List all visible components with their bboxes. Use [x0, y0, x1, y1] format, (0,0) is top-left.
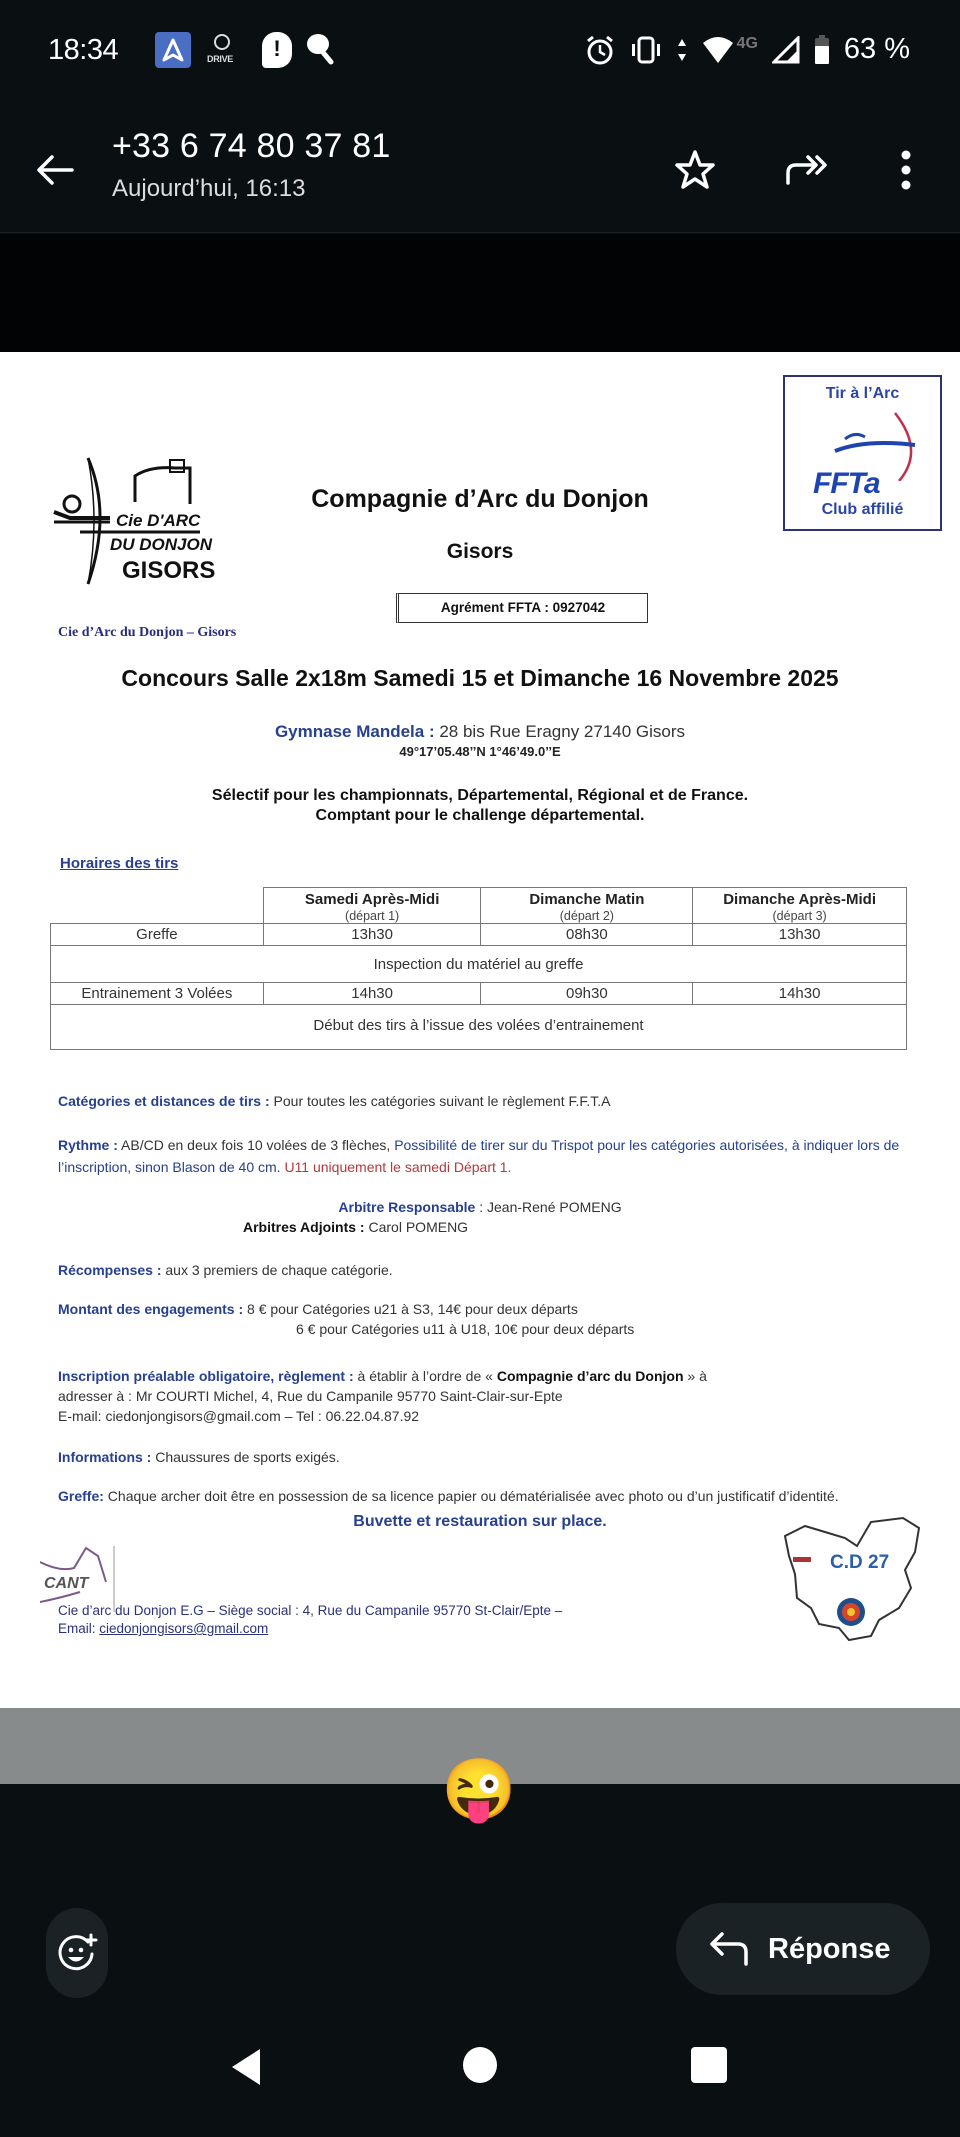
inscription-paragraph: Inscription préalable obligatoire, règlement : à établir à l’ordre de « Compagnie d’arc du Donjon » à adresser à : Mr COURTI Michel, 4, Rue du Campanile 95770 Saint-Clair-sur-Epte E-mail: ciedonjongisors@gmail.com – Tel : 06.22.04.87.92	[58, 1368, 707, 1424]
schedule-heading: Horaires des tirs	[60, 855, 179, 872]
club-logo	[50, 454, 220, 590]
table-cell: 13h30	[263, 924, 481, 946]
informations-paragraph: Informations : Chaussures de sports exigés.	[58, 1449, 340, 1465]
svg-text:C.D 27: C.D 27	[830, 1552, 890, 1573]
data-transfer-icon	[677, 37, 687, 63]
club-subtitle: Cie d’Arc du Donjon – Gisors	[58, 625, 237, 640]
greffe-note: Greffe: Chaque archer doit être en possession de sa licence papier ou dématérialisée avec photo ou d’un justificatif d’identité.	[58, 1488, 839, 1504]
table-cell: Inspection du matériel au greffe	[51, 946, 907, 983]
back-button[interactable]	[28, 143, 82, 197]
more-vert-icon	[886, 147, 926, 193]
app-bar	[0, 105, 960, 233]
venue-line: Gymnase Mandela : 28 bis Rue Eragny 27140 Gisors	[274, 722, 686, 741]
svg-text:Cie D'ARC: Cie D'ARC	[116, 511, 201, 530]
row-label: Entrainement 3 Volées	[51, 983, 264, 1005]
venue-coordinates: 49°17’05.48’’N 1°46’49.0’’E	[399, 744, 561, 759]
nav-back-button[interactable]	[228, 2047, 264, 2087]
triangle-back-icon	[228, 2047, 264, 2087]
message-reaction-emoji[interactable]: 😜	[441, 1756, 517, 1823]
battery-icon	[814, 35, 830, 65]
ffta-agrement-label: Agrément FFTA : 0927042	[396, 593, 648, 623]
row-label: Greffe	[51, 924, 264, 946]
cd27-logo	[775, 1512, 925, 1652]
table-row	[51, 983, 907, 1005]
network-type: 4G	[736, 34, 758, 52]
alert-notification-icon: !	[262, 32, 292, 68]
wifi-icon	[701, 35, 735, 65]
table-header-row	[51, 888, 907, 924]
status-indicators	[585, 33, 910, 66]
svg-text:DU DONJON: DU DONJON	[110, 535, 213, 554]
reply-arrow-icon	[708, 1930, 754, 1968]
rythme-paragraph: Rythme : AB/CD en deux fois 10 volées de 3 flèches, Possibilité de tirer sur du Trispot pour les catégories autorisées, à indiquer lors de l’inscription, sinon Blason de 40 cm. U11 uniquement le samedi Départ 1.	[58, 1137, 900, 1175]
forward-icon	[782, 147, 832, 193]
event-title: Concours Salle 2x18m Samedi 15 et Dimanche 16 Novembre 2025	[121, 665, 839, 691]
column-header: Dimanche Après-Midi (départ 3)	[693, 888, 907, 924]
organization-city: Gisors	[446, 540, 514, 563]
status-time: 18:34	[48, 34, 119, 66]
recompenses-paragraph: Récompenses : aux 3 premiers de chaque catégorie.	[58, 1262, 393, 1278]
table-cell: 14h30	[263, 983, 481, 1005]
reply-label: Réponse	[768, 1932, 891, 1965]
schedule-table	[50, 887, 907, 1050]
star-icon	[672, 147, 718, 193]
table-row	[51, 1005, 907, 1050]
table-row	[51, 924, 907, 946]
add-reaction-button[interactable]	[46, 1908, 108, 1998]
arrow-left-icon	[28, 143, 82, 197]
forward-button[interactable]	[782, 147, 828, 193]
pin-notification-icon	[305, 32, 339, 68]
battery-percent: 63 %	[843, 33, 910, 65]
message-timestamp: Aujourd’hui, 16:13	[112, 175, 306, 202]
vibrate-icon	[629, 36, 663, 64]
footer-email-link[interactable]: ciedonjongisors@gmail.com	[99, 1621, 269, 1636]
column-header: Samedi Après-Midi (départ 1)	[263, 888, 481, 924]
categories-paragraph: Catégories et distances de tirs : Pour toutes les catégories suivant le règlement F.F.T.A	[58, 1093, 611, 1109]
table-cell: 08h30	[481, 924, 693, 946]
star-button[interactable]	[672, 147, 718, 193]
attached-image-flyer[interactable]	[0, 352, 960, 1708]
arbitre-responsable: Arbitre Responsable : Jean-René POMENG	[338, 1199, 622, 1215]
arbitres-adjoints: Arbitres Adjoints : Carol POMENG	[243, 1219, 469, 1235]
nav-home-button[interactable]	[463, 2047, 497, 2083]
signal-icon	[772, 36, 800, 64]
svg-text:GISORS: GISORS	[122, 557, 216, 584]
add-emoji-icon	[57, 1933, 99, 1975]
table-row	[51, 946, 907, 983]
table-cell: 13h30	[693, 924, 907, 946]
image-letterbox-top	[0, 234, 960, 352]
table-cell: Début des tirs à l’issue des volées d’entrainement	[51, 1005, 907, 1050]
footer-address: Cie d’arc du Donjon E.G – Siège social : 4, Rue du Campanile 95770 St-Clair/Epte – Email: ciedonjongisors@gmail.com	[58, 1603, 563, 1636]
organization-title: Compagnie d’Arc du Donjon	[311, 485, 649, 513]
ffta-club-badge: Tir à l’Arc FFTa Club affilié	[783, 375, 942, 531]
svg-text:CANT: CANT	[44, 1575, 89, 1592]
status-bar	[0, 0, 960, 105]
table-cell: 09h30	[481, 983, 693, 1005]
montant-paragraph: Montant des engagements : 8 € pour Catégories u21 à S3, 14€ pour deux départs	[58, 1301, 578, 1317]
table-cell: 14h30	[693, 983, 907, 1005]
column-header: Dimanche Matin (départ 2)	[481, 888, 693, 924]
sender-phone-number: +33 6 74 80 37 81	[112, 127, 391, 165]
more-options-button[interactable]	[886, 147, 926, 193]
nav-recents-button[interactable]	[691, 2047, 727, 2083]
selectif-notice: Sélectif pour les championnats, Départemental, Régional et de France. Comptant pour le challenge départemental.	[211, 787, 749, 824]
alarm-icon	[585, 34, 615, 66]
reply-button[interactable]	[676, 1903, 930, 1995]
buvette-notice: Buvette et restauration sur place.	[353, 1513, 607, 1530]
maps-notification-icon	[155, 32, 191, 68]
drive-notification-icon: DRIVE	[207, 32, 237, 72]
montant-line2: 6 € pour Catégories u11 à U18, 10€ pour deux départs	[296, 1321, 635, 1337]
